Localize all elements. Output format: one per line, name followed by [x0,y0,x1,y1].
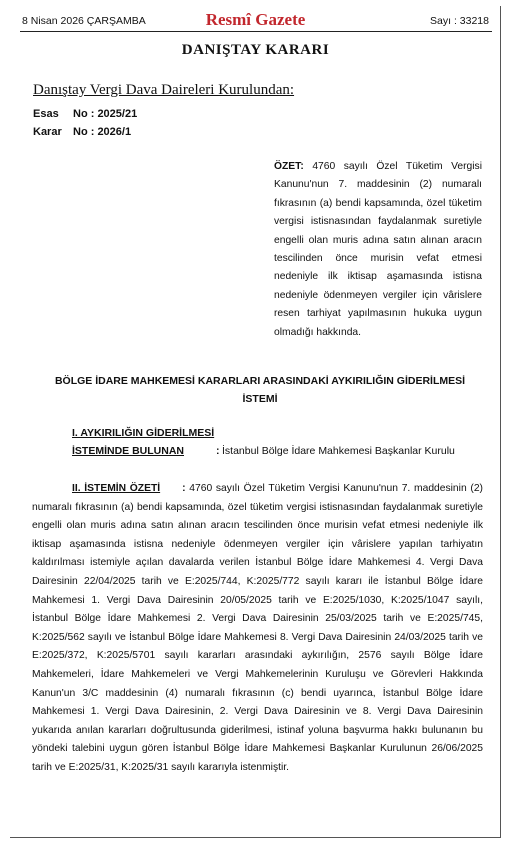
esas-label: Esas [33,108,59,120]
part1-subheading: İSTEMİNDE BULUNAN [72,445,184,457]
part1-colon: : [216,445,220,457]
karar-number [33,126,131,138]
summary-text: 4760 sayılı Özel Tüketim Vergisi Kanunu'nun 7. maddesinin (2) numaralı fıkrasının (a) bendi kapsamında, özel tüketim vergisi istisnasından faydalanmak suretiyle engelli olan muris adına satın alınan aracın tescilinden önce murisin vefat etmesi nedeniyle ilk iktisap aşamasında istisna nedeniyle ödenmeyen vergiler için vârislere resen tarhiyat yapılmasının hukuka uygun olmadığı hakkında. [274,161,482,338]
part2-heading: II. İSTEMİN ÖZETİ [72,483,161,494]
header-date: 8 Nisan 2026 ÇARŞAMBA [22,15,146,27]
part1-value: İstanbul Bölge İdare Mahkemesi Başkanlar Kurulu [222,445,455,457]
document-title: DANIŞTAY KARARI [181,42,330,58]
section-title: BÖLGE İDARE MAHKEMESİ KARARLARI ARASINDAKİ AYKIRILIĞIN GİDERİLMESİ İSTEMİ [54,375,466,405]
court-name: Danıştay Vergi Dava Daireleri Kurulundan: [33,82,295,98]
karar-value: No : 2026/1 [73,126,132,138]
summary-label: ÖZET: [274,161,304,172]
part2-paragraph [32,480,483,778]
header-divider [20,31,492,32]
part1-heading: I. AYKIRILIĞIN GİDERİLMESİ [72,427,215,439]
karar-label: Karar [33,126,62,138]
summary-block [274,158,482,342]
gazette-title: Resmî Gazete [205,10,306,29]
esas-value: No : 2025/21 [73,108,138,120]
issue-number: Sayı : 33218 [430,15,489,27]
esas-number [33,108,137,120]
part2-text: 4760 sayılı Özel Tüketim Vergisi Kanunu'nun 7. maddesinin (2) numaralı fıkrasının (a) bendi kapsamında, özel tüketim vergisi istisnasından faydalanmak suretiyle engelli olan muris adına satın alınan aracın tescilinden önce murisin vefat etmesi nedeniyle ilk iktisap aşamasında istisna nedeniyle ödenmeyen vergiler için vârislere yapılan tarhiyatın kaldırılması istemiyle açılan davalarda verilen İstanbul Bölge İdare Mahkemesi 4. Vergi Dava Dairesinin 22/04/2025 tarih ve E:2025/744, K:2025/772 sayılı kararı ile İstanbul Bölge İdare Mahkemesi 1. Vergi Dava Dairesinin 20/05/2025 tarih ve E:2025/1030, K:2025/1047 sayılı, İstanbul Bölge İdare Mahkemesi 2. Vergi Dava Dairesinin 25/03/2025 tarih ve E:2025/745, K:2025/562 sayılı ve İstanbul Bölge İdare Mahkemesi 8. Vergi Dava Dairesinin 24/03/2025 tarih ve E:2025/372, K:2025/5701 sayılı kararları arasındaki aykırılığın, 2576 sayılı Bölge İdare Mahkemeleri, İdare Mahkemeleri ve Vergi Mahkemelerinin Kuruluşu ve Görevleri Hakkında Kanun'un 3/C maddesinin (4) numaralı fıkrasının (c) bendi uyarınca, İstanbul Bölge İdare Mahkemesi 1. Vergi Dava Dairesinin, 2. Vergi Dava Dairesinin ve 8. Vergi Dava Dairesinin yukarıda anılan kararları doğrultusunda giderilmesi, istinaf yoluna başvurma hakkı bulunanın bu yöndeki talebini uygun gören İstanbul Bölge İdare Mahkemesi Başkanlar Kurulunun 26/06/2025 tarih ve E:2025/31, K:2025/31 sayılı kararıyla istenmiştir. [32,483,483,773]
part2-colon: : [182,483,186,494]
